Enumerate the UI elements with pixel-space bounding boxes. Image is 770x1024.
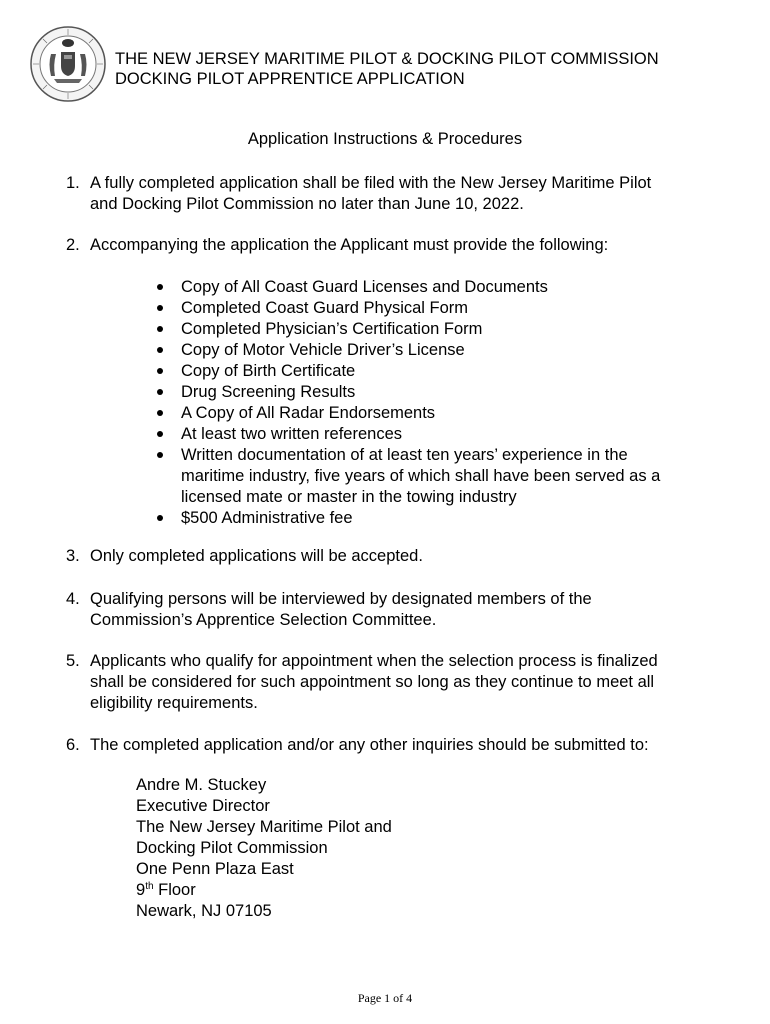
item-text-line: Only completed applications will be accepted. bbox=[90, 547, 423, 565]
item-number: 6. bbox=[66, 736, 80, 754]
bullet-item: Completed Coast Guard Physical Form bbox=[157, 298, 717, 319]
application-name: DOCKING PILOT APPRENTICE APPLICATION bbox=[115, 70, 465, 88]
item-text-line: Commission’s Apprentice Selection Committee. bbox=[90, 611, 437, 629]
bullet-item: Copy of All Coast Guard Licenses and Documents bbox=[157, 277, 717, 298]
item-number: 1. bbox=[66, 174, 80, 192]
instructions-title: Application Instructions & Procedures bbox=[247, 130, 523, 148]
commission-name: THE NEW JERSEY MARITIME PILOT & DOCKING PILOT COMMISSION bbox=[115, 50, 659, 68]
bullet-icon bbox=[157, 347, 163, 353]
bullet-item: Completed Physician’s Certification Form bbox=[157, 319, 717, 340]
bullet-item: At least two written references bbox=[157, 424, 717, 445]
bullet-item: Written documentation of at least ten years’ experience in the maritime industry, five years of which shall have been served as a licensed mate or master in the towing industry bbox=[157, 445, 717, 508]
bullet-item: A Copy of All Radar Endorsements bbox=[157, 403, 717, 424]
organization-line: The New Jersey Maritime Pilot and bbox=[136, 818, 392, 836]
bullet-icon bbox=[157, 431, 163, 437]
item-text-line: The completed application and/or any other inquiries should be submitted to: bbox=[90, 736, 649, 754]
document-header bbox=[115, 49, 659, 89]
item-text-line: and Docking Pilot Commission no later than June 10, 2022. bbox=[90, 195, 524, 213]
bullet-icon bbox=[157, 452, 163, 458]
contact-role: Executive Director bbox=[136, 797, 270, 815]
item-number: 3. bbox=[66, 547, 80, 565]
bullet-icon bbox=[157, 305, 163, 311]
item-text-line: Qualifying persons will be interviewed by designated members of the bbox=[90, 590, 592, 608]
bullet-icon bbox=[157, 515, 163, 521]
bullet-icon bbox=[157, 410, 163, 416]
bullet-icon bbox=[157, 368, 163, 374]
item-number: 4. bbox=[66, 590, 80, 608]
page-number: Page 1 of 4 bbox=[357, 991, 413, 1005]
item-text-line: Applicants who qualify for appointment when the selection process is finalized bbox=[90, 652, 658, 670]
mailing-address bbox=[136, 775, 392, 922]
contact-name: Andre M. Stuckey bbox=[136, 776, 267, 794]
item-text-line: shall be considered for such appointment so long as they continue to meet all bbox=[90, 673, 655, 691]
state-seal-logo bbox=[30, 26, 106, 102]
organization-line: Docking Pilot Commission bbox=[136, 839, 328, 857]
bullet-item: Copy of Motor Vehicle Driver’s License bbox=[157, 340, 717, 361]
bullet-icon bbox=[157, 284, 163, 290]
item-text-line: A fully completed application shall be filed with the New Jersey Maritime Pilot bbox=[90, 174, 652, 192]
bullet-item: $500 Administrative fee bbox=[157, 508, 717, 529]
bullet-item: Drug Screening Results bbox=[157, 382, 717, 403]
item-text-line: eligibility requirements. bbox=[90, 694, 258, 712]
city-state-zip: Newark, NJ 07105 bbox=[136, 902, 272, 920]
bullet-item: Copy of Birth Certificate bbox=[157, 361, 717, 382]
bullet-icon bbox=[157, 326, 163, 332]
street-address: One Penn Plaza East bbox=[136, 860, 294, 878]
required-documents-list bbox=[157, 277, 717, 529]
floor: 9th Floor bbox=[136, 881, 196, 899]
item-number: 5. bbox=[66, 652, 80, 670]
item-number: 2. bbox=[66, 236, 80, 254]
item-text-line: Accompanying the application the Applicant must provide the following: bbox=[90, 236, 609, 254]
bullet-icon bbox=[157, 389, 163, 395]
